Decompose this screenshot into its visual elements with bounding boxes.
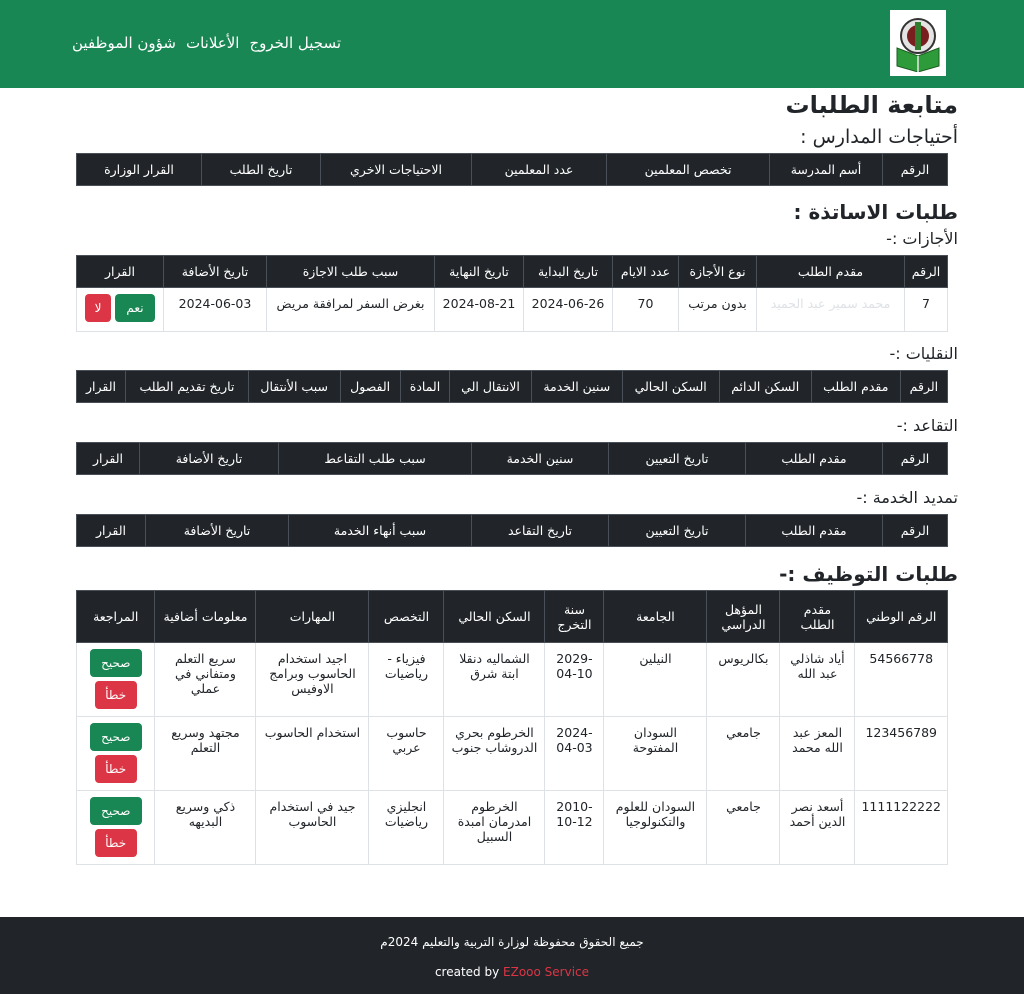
column-header: تاريخ التعيين: [609, 443, 746, 475]
cell-skills: استخدام الحاسوب: [256, 717, 369, 791]
column-header: سنين الخدمة: [472, 443, 609, 475]
extension-table: [76, 514, 948, 547]
cell-review: [77, 643, 155, 717]
ministry-logo-icon: [893, 14, 943, 72]
footer-created-by: created by: [434, 965, 500, 979]
column-header: القرار: [77, 256, 164, 288]
column-header: تاريخ الأضافة: [140, 443, 279, 475]
cell-degree: بكالريوس: [707, 643, 780, 717]
cell-residence: الخرطوم بحري الدروشاب جنوب: [444, 717, 545, 791]
reject-button[interactable]: خطأ: [95, 681, 137, 709]
table-header-row: [77, 256, 948, 288]
school-needs-table: [76, 153, 948, 186]
retirement-heading: التقاعد :-: [896, 416, 958, 435]
table-header-row: [77, 154, 948, 186]
column-header: القرار: [77, 443, 140, 475]
table-row: [77, 288, 948, 332]
column-header: تخصص المعلمين: [607, 154, 770, 186]
table-row: [77, 643, 948, 717]
table-header-row: [77, 371, 948, 403]
column-header: تاريخ الطلب: [202, 154, 321, 186]
column-header: سنين الخدمة: [531, 371, 622, 403]
column-header: الرقم: [883, 515, 948, 547]
column-header: سبب طلب الاجازة: [267, 256, 435, 288]
column-header: تاريخ التعيين: [609, 515, 746, 547]
cell-skills: اجيد استخدام الحاسوب وبرامج الاوفيس: [256, 643, 369, 717]
column-header: المادة: [400, 371, 449, 403]
cell-applicant: أسعد نصر الدين أحمد: [780, 791, 855, 865]
retirement-table: [76, 442, 948, 475]
cell-leave-type: بدون مرتب: [679, 288, 757, 332]
column-header: تاريخ الأضافة: [164, 256, 267, 288]
column-header: مقدم الطلب: [757, 256, 905, 288]
column-header: سنة التخرج: [545, 591, 604, 643]
ministry-logo[interactable]: [890, 10, 946, 76]
column-header: القرار: [77, 371, 126, 403]
column-header: تاريخ التقاعد: [472, 515, 609, 547]
column-header: عدد المعلمين: [472, 154, 607, 186]
column-header: تاريخ الأضافة: [146, 515, 289, 547]
cell-national-id: 54566778: [855, 643, 948, 717]
reject-button[interactable]: خطأ: [95, 829, 137, 857]
column-header: مقدم الطلب: [780, 591, 855, 643]
column-header: نوع الأجازة: [679, 256, 757, 288]
cell-national-id: 123456789: [855, 717, 948, 791]
footer-copyright: جميع الحقوق محفوظة لوزارة التربية والتعليم 2024م: [380, 935, 644, 949]
table-row: [77, 791, 948, 865]
cell-grad-year: 2010-10-12: [545, 791, 604, 865]
cell-degree: جامعي: [707, 717, 780, 791]
table-header-row: [77, 591, 948, 643]
nav-link-employee-affairs[interactable]: شؤون الموظفين: [72, 34, 176, 52]
transfers-heading: النقليات :-: [889, 344, 958, 363]
column-header: الانتقال الي: [450, 371, 532, 403]
column-header: الرقم: [883, 443, 948, 475]
nav-links: [72, 34, 341, 52]
cell-id: 7: [905, 288, 948, 332]
column-header: مقدم الطلب: [746, 443, 883, 475]
page-title: متابعة الطلبات: [785, 91, 958, 119]
cell-applicant: محمد سمير عبد الحميد: [757, 288, 905, 332]
column-header: المهارات: [256, 591, 369, 643]
column-header: السكن الدائم: [719, 371, 811, 403]
column-header: سبب الأنتقال: [248, 371, 340, 403]
column-header: القرار: [77, 515, 146, 547]
cell-applicant: أياد شاذلي عبد الله: [780, 643, 855, 717]
column-header: الرقم: [905, 256, 948, 288]
reject-button[interactable]: لا: [85, 294, 111, 322]
column-header: الرقم الوطني: [855, 591, 948, 643]
table-header-row: [77, 443, 948, 475]
reject-button[interactable]: خطأ: [95, 755, 137, 783]
cell-extra-info: ذكي وسريع البديهه: [155, 791, 256, 865]
cell-added-date: 2024-06-03: [164, 288, 267, 332]
cell-grad-year: 2024-04-03: [545, 717, 604, 791]
cell-start-date: 2024-06-26: [524, 288, 613, 332]
cell-reason: بغرض السفر لمرافقة مريض: [267, 288, 435, 332]
cell-extra-info: سريع التعلم ومتفاني في عملي: [155, 643, 256, 717]
cell-grad-year: 2029-04-10: [545, 643, 604, 717]
cell-days: 70: [613, 288, 679, 332]
cell-end-date: 2024-08-21: [435, 288, 524, 332]
cell-degree: جامعي: [707, 791, 780, 865]
cell-extra-info: مجتهد وسريع التعلم: [155, 717, 256, 791]
cell-major: حاسوب عربي: [369, 717, 444, 791]
column-header: المؤهل الدراسي: [707, 591, 780, 643]
column-header: الرقم: [900, 371, 947, 403]
column-header: السكن الحالي: [622, 371, 719, 403]
nav-link-logout[interactable]: تسجيل الخروج: [249, 34, 342, 52]
column-header: الفصول: [340, 371, 400, 403]
column-header: القرار الوزارة: [77, 154, 202, 186]
column-header: تاريخ النهاية: [435, 256, 524, 288]
column-header: الاحتياجات الاخري: [321, 154, 472, 186]
cell-review: [77, 791, 155, 865]
cell-major: فيزياء - رياضيات: [369, 643, 444, 717]
employment-table: [76, 590, 948, 865]
cell-decision: [77, 288, 164, 332]
navbar: [0, 0, 1024, 88]
nav-link-announcements[interactable]: الأعلانات: [185, 34, 240, 52]
teacher-requests-heading: طلبات الاساتذة :: [793, 200, 958, 224]
column-header: التخصص: [369, 591, 444, 643]
column-header: الجامعة: [604, 591, 707, 643]
cell-residence: الشماليه دنقلا ابتة شرق: [444, 643, 545, 717]
cell-applicant: المعز عبد الله محمد: [780, 717, 855, 791]
footer: [0, 917, 1024, 994]
footer-brand-link[interactable]: EZooo Service: [503, 965, 590, 979]
approve-button[interactable]: نعم: [115, 294, 155, 322]
column-header: عدد الايام: [613, 256, 679, 288]
leaves-heading: الأجازات :-: [886, 229, 958, 248]
column-header: المراجعة: [77, 591, 155, 643]
cell-major: انجليزي رياضيات: [369, 791, 444, 865]
extension-heading: تمديد الخدمة :-: [856, 488, 958, 507]
column-header: السكن الحالي: [444, 591, 545, 643]
column-header: الرقم: [883, 154, 948, 186]
cell-residence: الخرطوم امدرمان امبدة السبيل: [444, 791, 545, 865]
column-header: تاريخ البداية: [524, 256, 613, 288]
accept-button[interactable]: صحيح: [90, 797, 142, 825]
cell-university: السودان للعلوم والتكنولوجيا: [604, 791, 707, 865]
transfers-table: [76, 370, 948, 403]
accept-button[interactable]: صحيح: [90, 649, 142, 677]
column-header: مقدم الطلب: [746, 515, 883, 547]
cell-university: السودان المفتوحة: [604, 717, 707, 791]
school-needs-heading: أحتياجات المدارس :: [800, 126, 958, 148]
column-header: تاريخ تقديم الطلب: [126, 371, 249, 403]
employment-heading: طلبات التوظيف :-: [779, 562, 958, 586]
cell-university: النيلين: [604, 643, 707, 717]
accept-button[interactable]: صحيح: [90, 723, 142, 751]
cell-review: [77, 717, 155, 791]
column-header: معلومات أضافية: [155, 591, 256, 643]
column-header: سبب طلب التقاعط: [279, 443, 472, 475]
column-header: سبب أنهاء الخدمة: [289, 515, 472, 547]
leaves-table: [76, 255, 948, 332]
column-header: أسم المدرسة: [770, 154, 883, 186]
table-header-row: [77, 515, 948, 547]
cell-national-id: 1111122222: [855, 791, 948, 865]
column-header: مقدم الطلب: [811, 371, 900, 403]
footer-credit: [0, 965, 1024, 979]
cell-skills: جيد في استخدام الحاسوب: [256, 791, 369, 865]
table-row: [77, 717, 948, 791]
